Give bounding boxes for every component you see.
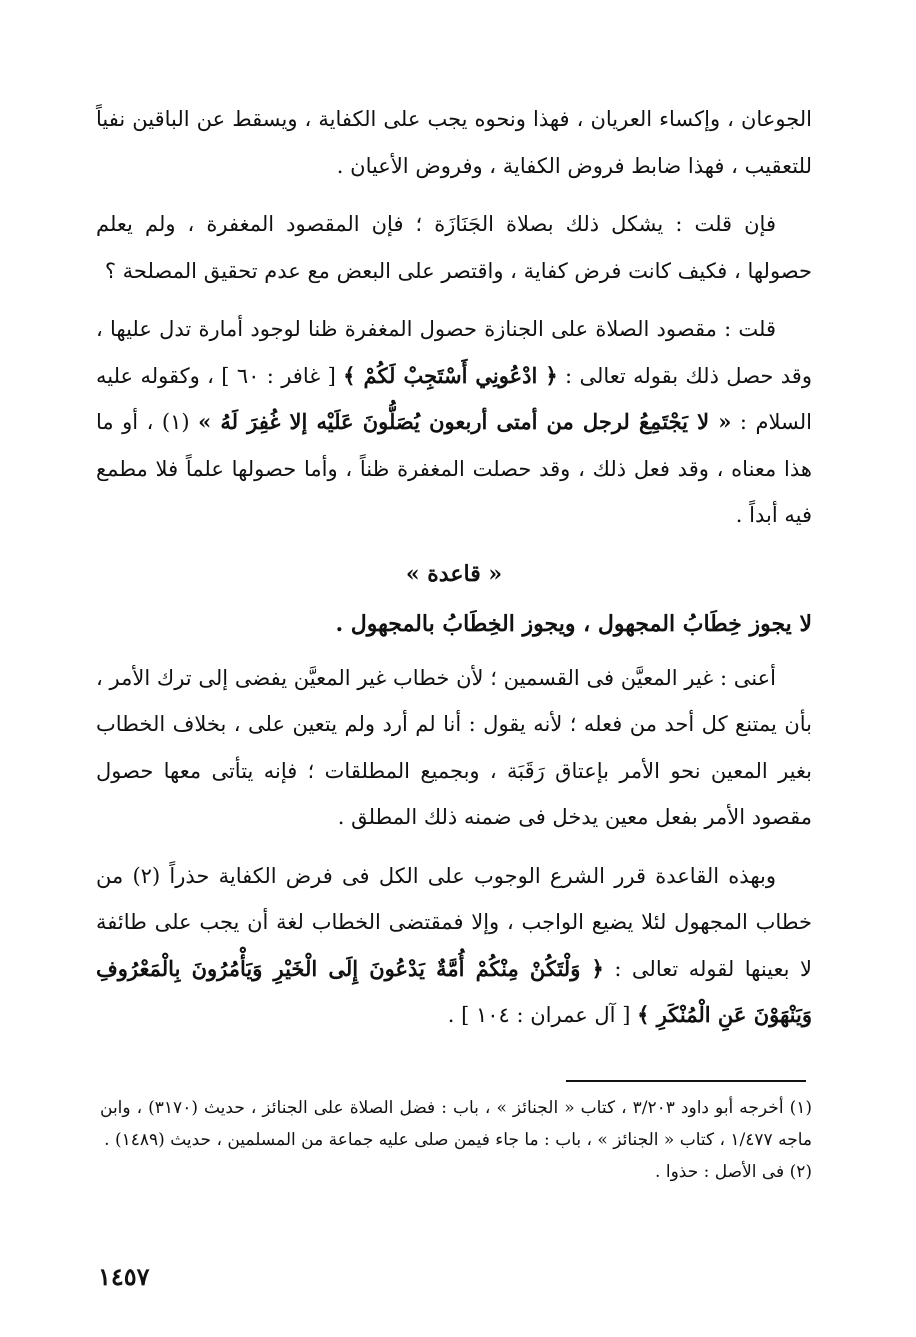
footnotes (100, 1092, 812, 1188)
footnote-1: (١) أخرجه أبو داود ٣/٢٠٣ ، كتاب « الجنائز » ، باب : فضل الصلاة على الجنائز ، حديث (٣١٧٠) ، وابن ماجه ١/٤٧٧ ، كتاب « الجنائز » ، باب : ما جاء فيمن صلى عليه جماعة من المسلمين ، حديث (١٤٨٩) . (100, 1098, 812, 1150)
paragraph-question: فإن قلت : يشكل ذلك بصلاة الجَنَازَة ؛ فإن المقصود المغفرة ، ولم يعلم حصولها ، فكيف كانت فرض كفاية ، واقتصر على البعض مع عدم تحقيق المصلحة ؟ (96, 212, 812, 283)
answer-text-1: قلت : مقصود الصلاة على الجنازة حصول المغفرة ظنا لوجود أمارة تدل عليها ، وقد حصل ذلك بقوله تعالى : (96, 317, 812, 388)
paragraph-intro: الجوعان ، وإكساء العريان ، فهذا ونحوه يجب على الكفاية ، ويسقط عن الباقين نفياً للتعقيب ، فهذا ضابط فروض الكفاية ، وفروض الأعيان . (96, 107, 812, 178)
quran-verse-ghafir: ﴿ ادْعُونِي أَسْتَجِبْ لَكُمْ ﴾ (343, 362, 558, 388)
paragraph-explanation: أعنى : غير المعيَّن فى القسمين ؛ لأن خطاب غير المعيَّن يفضى إلى ترك الأمر ، بأن يمتنع كل أحد من فعله ؛ لأنه يقول : أنا لم أرد ولم يتعين على ، بخلاف الخطاب بغير المعين نحو الأمر بإعتاق رَقَبَة ، وبجميع المطلقات ؛ فإنه يتأتى معها حصول مقصود الأمر بفعل معين يدخل فى ضمنه ذلك المطلق . (96, 665, 812, 829)
footnote-2: (٢) فى الأصل : حذوا . (655, 1162, 812, 1182)
last-text-1: وبهذه القاعدة قرر الشرع الوجوب على الكل فى فرض الكفاية حذراً (٢) من خطاب المجهول لئلا يضيع الواجب ، وإلا فمقتضى الخطاب لغة أن يجب على طائفة لا بعينها لقوله تعالى : (96, 863, 812, 981)
page-number: ١٤٥٧ (98, 1262, 150, 1291)
hadith-quote: « لا يَجْتَمِعُ لرجل من أمتى أربعون يُصَلُّونَ عَلَيْه إلا غُفِرَ لَهُ » (198, 409, 732, 434)
last-text-2: [ آل عمران : ١٠٤ ] . (447, 1003, 638, 1027)
footnote-divider (566, 1080, 806, 1082)
rule-statement: لا يجوز خِطَابُ المجهول ، ويجوز الخِطَابُ بالمجهول . (335, 610, 812, 637)
answer-text-3: (١) ، أو ما هذا معناه ، وقد فعل ذلك ، وقد حصلت المغفرة ظناً ، وأما حصولها علماً فلا مطمع فيه أبداً . (96, 410, 812, 527)
page-body (96, 96, 812, 1051)
paragraph-answer (96, 306, 812, 539)
section-heading: « قاعدة » (405, 560, 503, 587)
answer-text-2: [ غافر : ٦٠ ] ، وكقوله عليه السلام : (96, 363, 812, 434)
quran-verse-al-imran: ﴿ وَلْتَكُنْ مِنْكُمْ أُمَّةٌ يَدْعُونَ إِلَى الْخَيْرِ وَيَأْمُرُونَ بِالْمَعْرُوفِ وَيَنْهَوْنَ عَنِ الْمُنْكَرِ ﴾ (96, 955, 812, 1027)
paragraph-last (96, 853, 812, 1039)
